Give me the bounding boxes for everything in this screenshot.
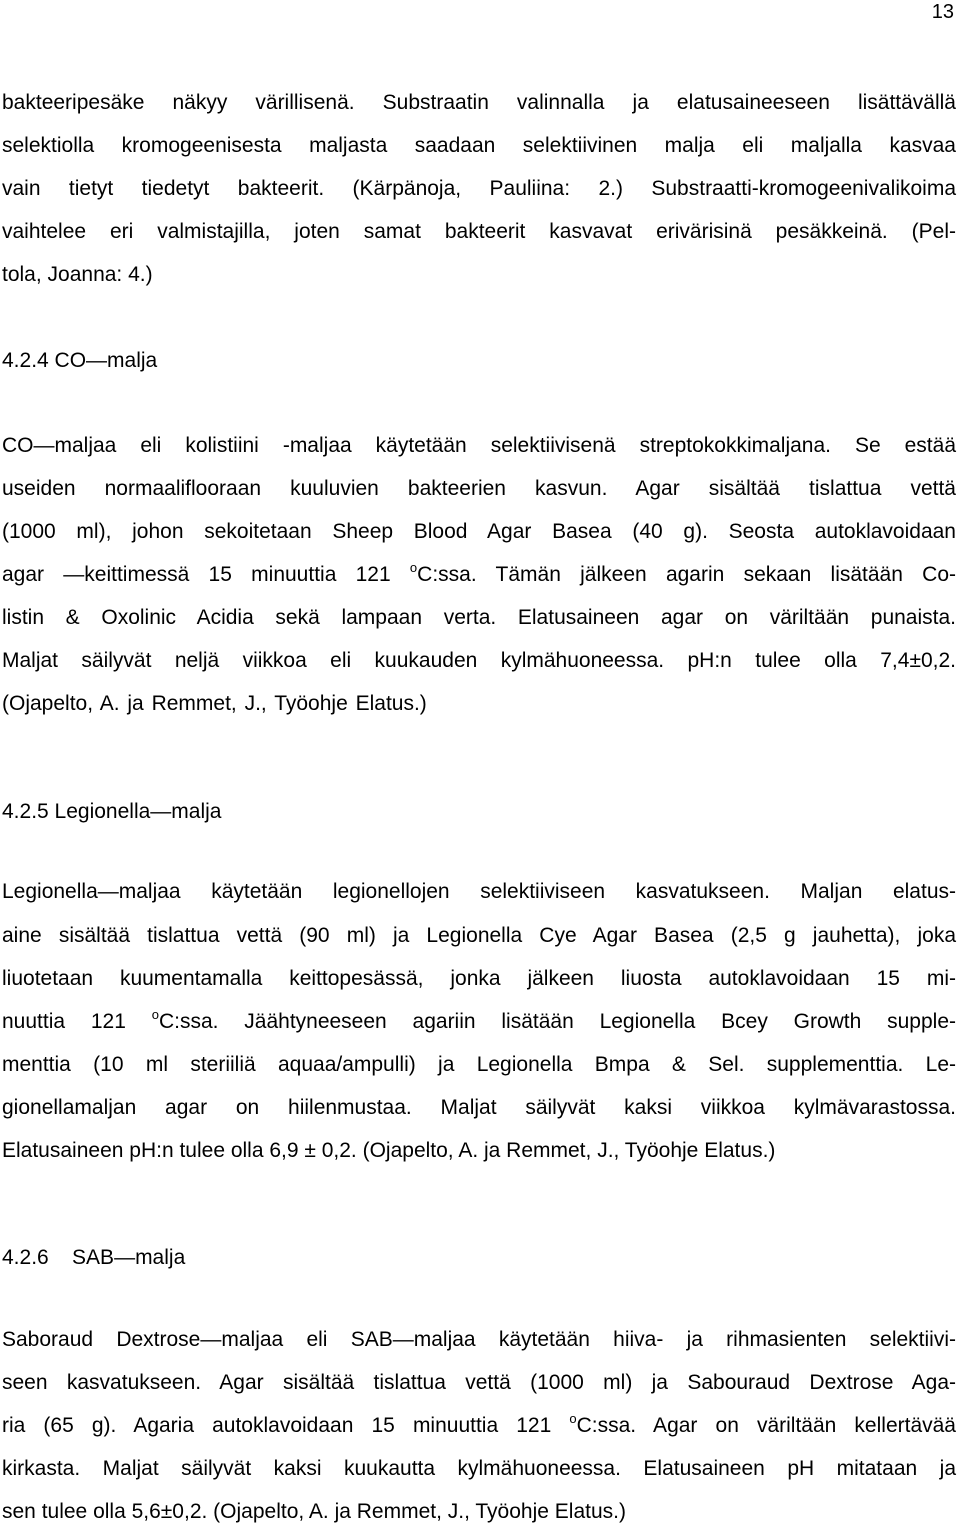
paragraph-line: vaihtelee eri valmistajilla, joten samat bakteerit kasvavat erivärisinä pesäkkeinä. (Pel- — [2, 220, 956, 243]
paragraph-line: (1000 ml), johon sekoitetaan Sheep Blood Agar Basea (40 g). Seosta autoklavoidaan — [2, 520, 956, 543]
line-text: C:ssa. Agar on väriltään kellertävää — [576, 1414, 956, 1437]
paragraph-line — [2, 1009, 956, 1035]
paragraph-line: (Ojapelto, A. ja Remmet, J., Työohje Elatus.) — [2, 692, 427, 715]
paragraph-line: seen kasvatukseen. Agar sisältää tislattua vettä (1000 ml) ja Sabouraud Dextrose Aga- — [2, 1371, 956, 1394]
line-text: ria (65 g). Agaria autoklavoidaan 15 minuuttia 121 — [2, 1414, 570, 1437]
section-heading-co-malja: 4.2.4 CO—malja — [2, 349, 158, 372]
paragraph-line: vain tietyt tiedetyt bakteerit. (Kärpänoja, Pauliina: 2.) Substraatti-kromogeenivalikoima — [2, 177, 956, 200]
line-text: nuuttia 121 — [2, 1010, 152, 1033]
paragraph-line: Saboraud Dextrose—maljaa eli SAB—maljaa käytetään hiiva- ja rihmasienten selektiivi- — [2, 1328, 956, 1351]
line-text: C:ssa. Jäähtyneeseen agariin lisätään Legionella Bcey Growth supple- — [158, 1010, 956, 1033]
paragraph-line: kirkasta. Maljat säilyvät kaksi kuukautta kylmähuoneessa. Elatusaineen pH mitataan ja — [2, 1457, 956, 1480]
paragraph-line: listin & Oxolinic Acidia sekä lampaan verta. Elatusaineen agar on väriltään punaista. — [2, 606, 956, 629]
paragraph-line: bakteeripesäke näkyy värillisenä. Substraatin valinnalla ja elatusaineeseen lisättävällä — [2, 91, 956, 114]
paragraph-line: useiden normaaliflooraan kuuluvien bakteerien kasvun. Agar sisältää tislattua vettä — [2, 477, 956, 500]
page-number: 13 — [931, 1, 954, 23]
paragraph-line: sen tulee olla 5,6±0,2. (Ojapelto, A. ja Remmet, J., Työohje Elatus.) — [2, 1500, 626, 1523]
section-heading-sab-malja: 4.2.6 SAB—malja — [2, 1246, 186, 1269]
paragraph-line: Legionella—maljaa käytetään legionellojen selektiiviseen kasvatukseen. Maljan elatus- — [2, 880, 956, 903]
degree-superscript: o — [409, 560, 418, 575]
paragraph-line — [2, 562, 956, 588]
paragraph-line: CO—maljaa eli kolistiini -maljaa käytetään selektiivisenä streptokokkimaljana. Se estää — [2, 434, 956, 457]
degree-superscript: o — [151, 1007, 159, 1022]
paragraph-line: Maljat säilyvät neljä viikkoa eli kuukauden kylmähuoneessa. pH:n tulee olla 7,4±0,2. — [2, 649, 956, 672]
paragraph-line: gionellamaljan agar on hiilenmustaa. Maljat säilyvät kaksi viikkoa kylmävarastossa. — [2, 1096, 956, 1119]
paragraph-line: Elatusaineen pH:n tulee olla 6,9 ± 0,2. (Ojapelto, A. ja Remmet, J., Työohje Elatus.) — [2, 1139, 776, 1162]
line-text: agar —keittimessä 15 minuuttia 121 — [2, 563, 410, 586]
section-heading-legionella-malja: 4.2.5 Legionella—malja — [2, 800, 222, 823]
paragraph-line: aine sisältää tislattua vettä (90 ml) ja Legionella Cye Agar Basea (2,5 g jauhetta), joka — [2, 924, 956, 947]
paragraph-line — [2, 1413, 956, 1439]
paragraph-line: selektiolla kromogeenisesta maljasta saadaan selektiivinen malja eli maljalla kasvaa — [2, 134, 956, 157]
paragraph-line: menttia (10 ml steriiliä aquaa/ampulli) ja Legionella Bmpa & Sel. supplementtia. Le- — [2, 1053, 956, 1076]
degree-superscript: o — [569, 1411, 577, 1426]
paragraph-line: liuotetaan kuumentamalla keittopesässä, jonka jälkeen liuosta autoklavoidaan 15 mi- — [2, 967, 956, 990]
line-text: C:ssa. Tämän jälkeen agarin sekaan lisätään Co- — [417, 563, 956, 586]
paragraph-line: tola, Joanna: 4.) — [2, 263, 153, 286]
